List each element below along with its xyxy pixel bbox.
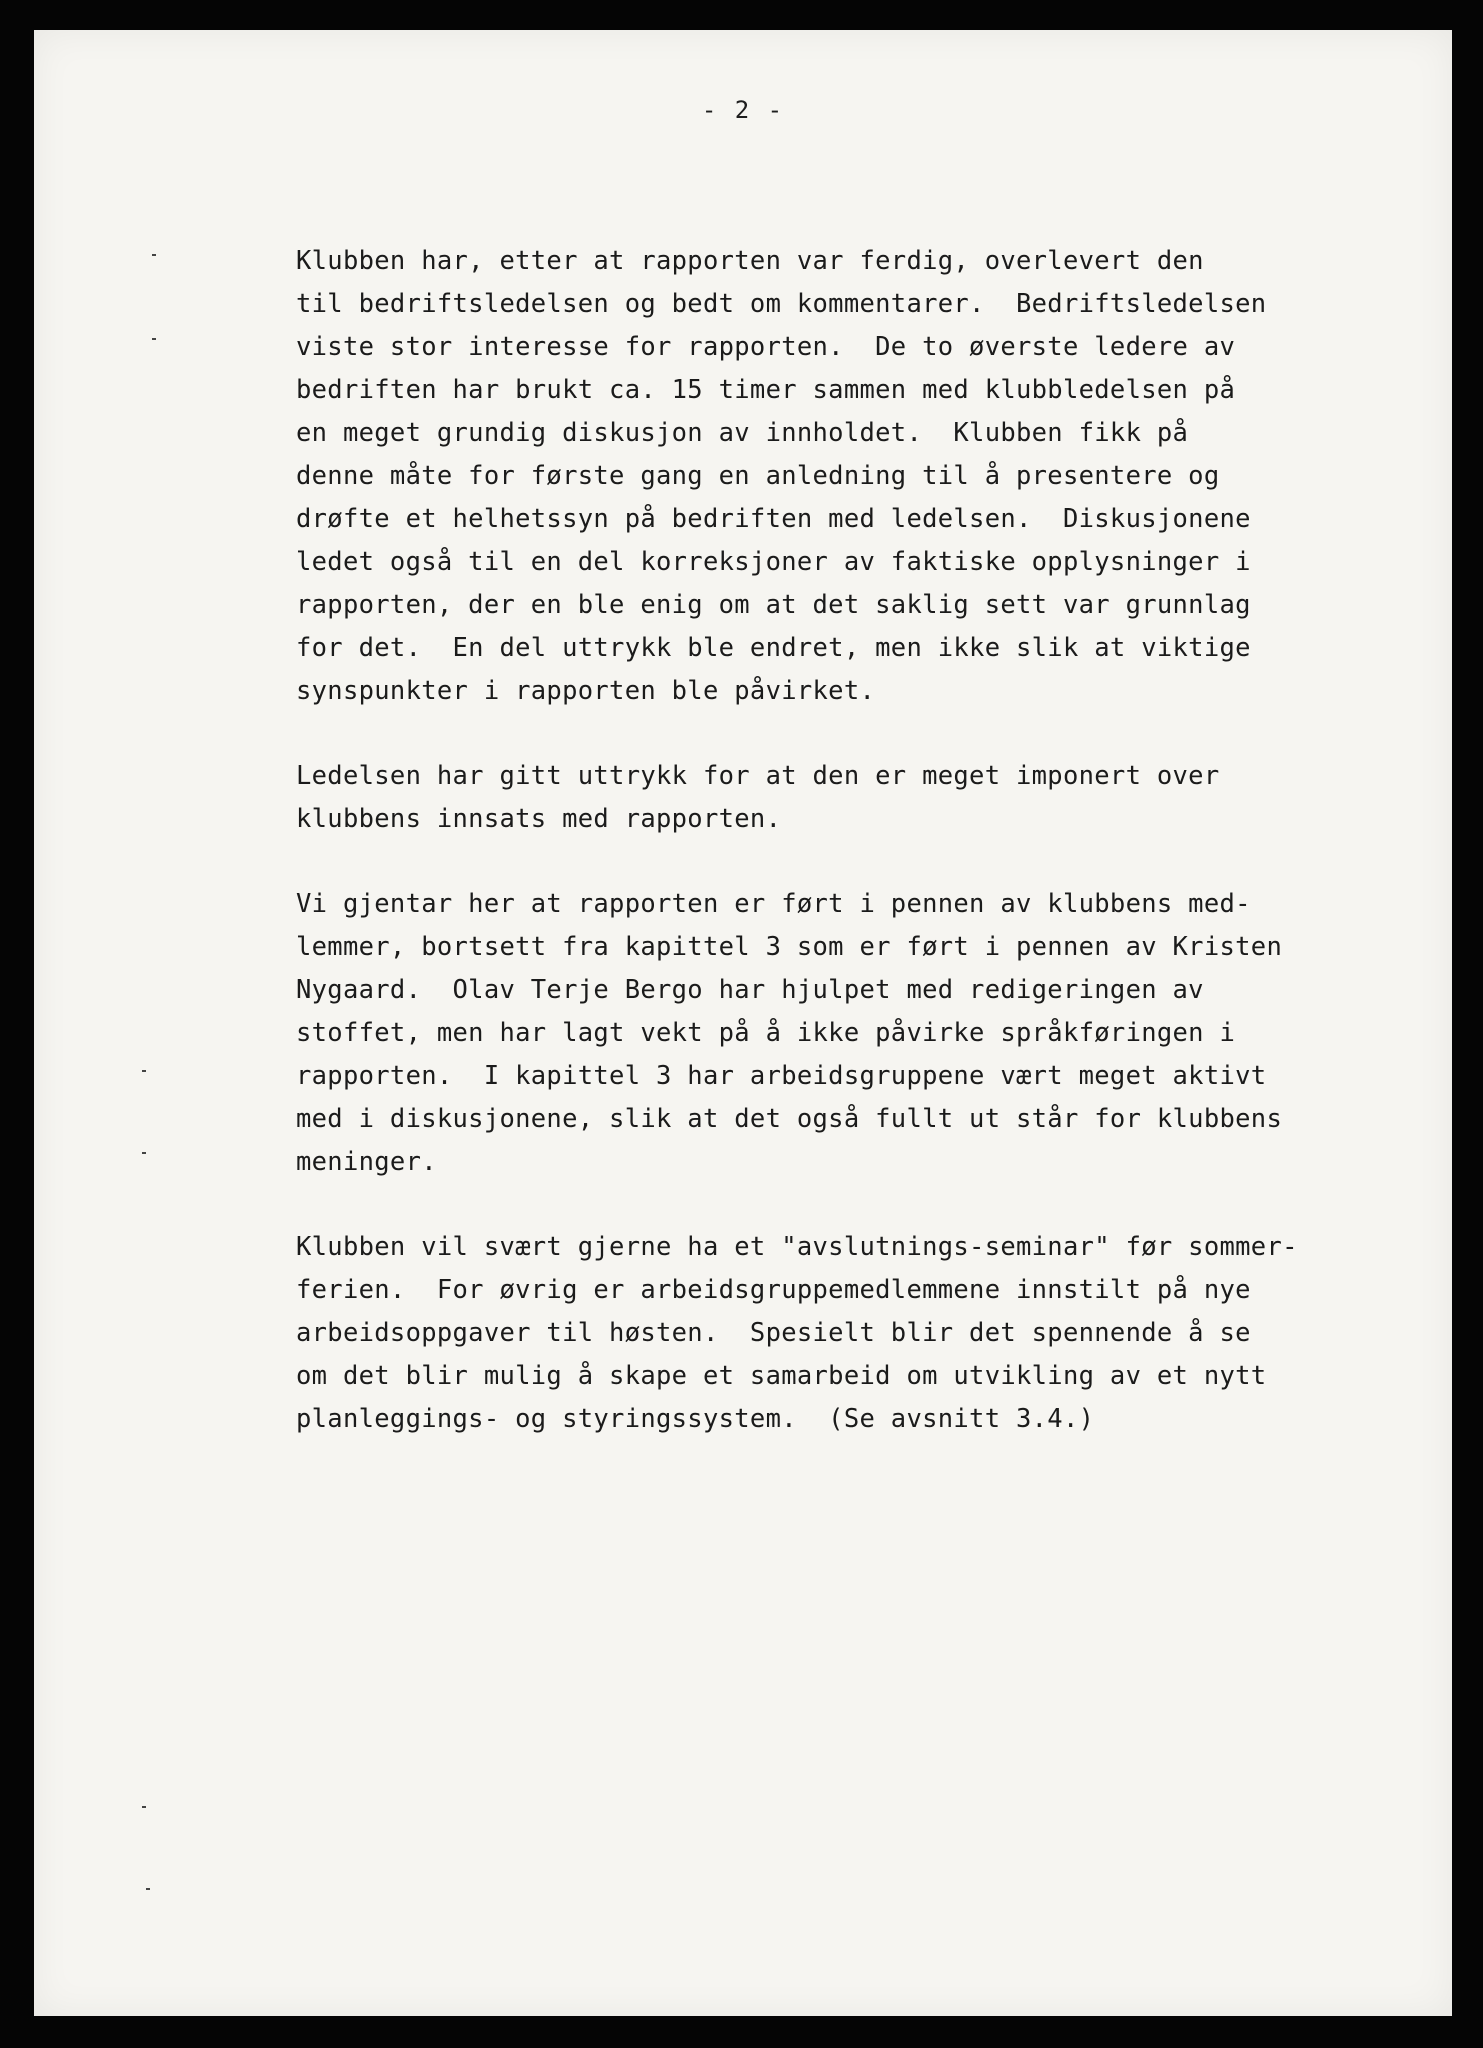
text-line: viste stor interesse for rapporten. De to øverste ledere av: [296, 332, 1236, 362]
text-line: stoffet, men har lagt vekt på å ikke påvirke språkføringen i: [296, 1018, 1236, 1048]
text-line: synspunkter i rapporten ble påvirket.: [296, 676, 876, 706]
paragraph-4: [296, 1226, 1416, 1441]
text-line: drøfte et helhetssyn på bedriften med ledelsen. Diskusjonene: [296, 504, 1251, 534]
scan-mark: [142, 1152, 146, 1154]
document-page: [34, 30, 1452, 2016]
text-line: Klubben vil svært gjerne ha et "avslutnings-seminar" før sommer-: [296, 1232, 1298, 1262]
scan-mark: [142, 1070, 146, 1072]
paragraph-3: [296, 883, 1416, 1184]
text-line: planleggings- og styringssystem. (Se avsnitt 3.4.): [296, 1404, 1095, 1434]
text-line: ledet også til en del korreksjoner av faktiske opplysninger i: [296, 547, 1251, 577]
text-line: bedriften har brukt ca. 15 timer sammen med klubbledelsen på: [296, 375, 1236, 405]
text-line: om det blir mulig å skape et samarbeid om utvikling av et nytt: [296, 1361, 1267, 1391]
scan-mark: [142, 1806, 146, 1808]
scan-mark: [146, 1888, 150, 1890]
text-line: rapporten, der en ble enig om at det saklig sett var grunnlag: [296, 590, 1251, 620]
text-line: klubbens innsats med rapporten.: [296, 804, 782, 834]
text-line: ferien. For øvrig er arbeidsgruppemedlemmene innstilt på nye: [296, 1275, 1251, 1305]
text-line: lemmer, bortsett fra kapittel 3 som er ført i pennen av Kristen: [296, 932, 1283, 962]
text-line: rapporten. I kapittel 3 har arbeidsgruppene vært meget aktivt: [296, 1061, 1267, 1091]
scan-mark: [152, 254, 156, 256]
document-body: [296, 240, 1416, 1483]
text-line: Klubben har, etter at rapporten var ferdig, overlevert den: [296, 246, 1204, 276]
text-line: Nygaard. Olav Terje Bergo har hjulpet med redigeringen av: [296, 975, 1204, 1005]
paragraph-2: [296, 755, 1416, 841]
paragraph-1: [296, 240, 1416, 713]
page-number: - 2 -: [701, 96, 785, 124]
text-line: meninger.: [296, 1147, 437, 1177]
text-line: til bedriftsledelsen og bedt om kommentarer. Bedriftsledelsen: [296, 289, 1267, 319]
text-line: for det. En del uttrykk ble endret, men ikke slik at viktige: [296, 633, 1251, 663]
scan-mark: [152, 338, 156, 340]
text-line: Ledelsen har gitt uttrykk for at den er meget imponert over: [296, 761, 1220, 791]
text-line: Vi gjentar her at rapporten er ført i pennen av klubbens med-: [296, 889, 1251, 919]
text-line: en meget grundig diskusjon av innholdet. Klubben fikk på: [296, 418, 1189, 448]
text-line: arbeidsoppgaver til høsten. Spesielt blir det spennende å se: [296, 1318, 1251, 1348]
text-line: med i diskusjonene, slik at det også fullt ut står for klubbens: [296, 1104, 1283, 1134]
text-line: denne måte for første gang en anledning til å presentere og: [296, 461, 1220, 491]
